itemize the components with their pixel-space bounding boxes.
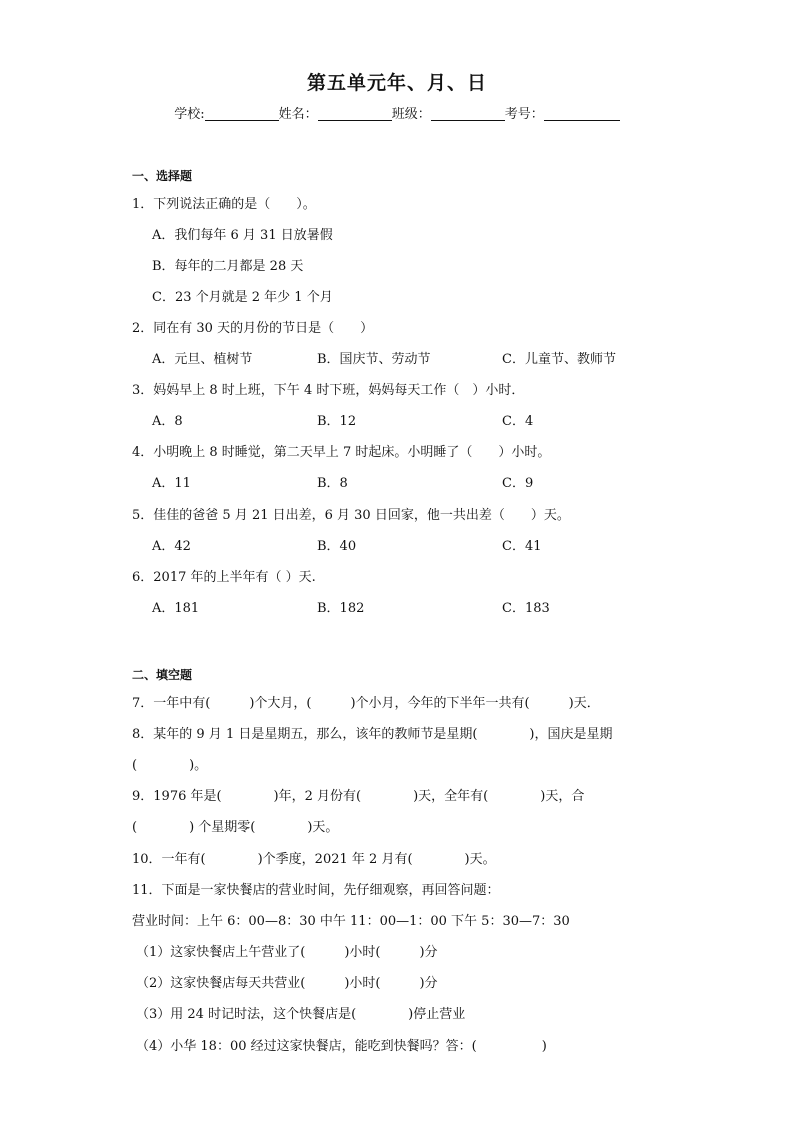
exam-no-label: 考号： bbox=[504, 107, 544, 122]
class-blank[interactable] bbox=[431, 106, 505, 121]
exam-no-blank[interactable] bbox=[544, 106, 620, 121]
question-stem: 3．妈妈早上 8 时上班，下午 4 时下班，妈妈每天工作（ ）小时． bbox=[132, 383, 525, 398]
question-option[interactable]: A．我们每年 6 月 31 日放暑假 bbox=[152, 228, 333, 243]
question-option[interactable]: B．国庆节、劳动节 bbox=[317, 352, 431, 367]
class-label: 班级： bbox=[391, 107, 431, 122]
question-option[interactable]: B．40 bbox=[317, 539, 357, 554]
question-option[interactable]: A．8 bbox=[152, 414, 183, 429]
sub-question[interactable]: （4）小华 18：00 经过这家快餐店，能吃到快餐吗？答：( ) bbox=[136, 1039, 547, 1054]
question-option[interactable]: C．41 bbox=[502, 539, 542, 554]
question-option[interactable]: C．儿童节、教师节 bbox=[502, 352, 616, 367]
section-heading-fill-in: 二、填空题 bbox=[132, 668, 193, 682]
section-heading-multiple-choice: 一、选择题 bbox=[132, 169, 193, 183]
fill-in-line[interactable]: ( ) 个星期零( )天。 bbox=[132, 820, 339, 835]
business-hours-line: 营业时间：上午 6：00—8：30 中午 11：00—1：00 下午 5：30—7：30 bbox=[132, 914, 570, 929]
question-option[interactable]: C．23 个月就是 2 年少 1 个月 bbox=[152, 290, 333, 305]
sub-question[interactable]: （3）用 24 时记时法，这个快餐店是( )停止营业 bbox=[136, 1007, 466, 1022]
question-option[interactable]: B．每年的二月都是 28 天 bbox=[152, 259, 304, 274]
question-option[interactable]: C．4 bbox=[502, 414, 534, 429]
question-option[interactable]: C．183 bbox=[502, 601, 550, 616]
page-title: 第五单元年、月、日 bbox=[306, 72, 487, 94]
sub-question[interactable]: （1）这家快餐店上午营业了( )小时( )分 bbox=[136, 945, 438, 960]
question-option[interactable]: A．11 bbox=[152, 476, 191, 491]
fill-in-line[interactable]: 8．某年的 9 月 1 日是星期五，那么，该年的教师节是星期( )，国庆是星期 bbox=[132, 727, 613, 742]
question-option[interactable]: B．12 bbox=[317, 414, 357, 429]
fill-in-line: 11．下面是一家快餐店的营业时间，先仔细观察，再回答问题： bbox=[132, 883, 500, 898]
school-blank[interactable] bbox=[205, 106, 279, 121]
question-stem: 5．佳佳的爸爸 5 月 21 日出差，6 月 30 日回家，他一共出差（ ）天。 bbox=[132, 508, 570, 523]
fill-in-line[interactable]: 10．一年有( )个季度，2021 年 2 月有( )天。 bbox=[132, 852, 496, 867]
question-option[interactable]: A．元旦、植树节 bbox=[152, 352, 253, 367]
question-option[interactable]: B．8 bbox=[317, 476, 348, 491]
fill-in-line[interactable]: 7．一年中有( )个大月，( )个小月，今年的下半年一共有( )天． bbox=[132, 696, 600, 711]
question-stem: 4．小明晚上 8 时睡觉，第二天早上 7 时起床。小明睡了（ ）小时。 bbox=[132, 445, 551, 460]
question-stem: 1．下列说法正确的是（ ）。 bbox=[132, 197, 316, 212]
question-option[interactable]: A．181 bbox=[152, 601, 200, 616]
school-label: 学校: bbox=[174, 107, 205, 122]
question-option[interactable]: A．42 bbox=[152, 539, 191, 554]
student-info-line bbox=[0, 103, 794, 122]
question-option[interactable]: B．182 bbox=[317, 601, 365, 616]
fill-in-line[interactable]: ( )。 bbox=[132, 758, 208, 773]
question-option[interactable]: C．9 bbox=[502, 476, 534, 491]
question-stem: 6．2017 年的上半年有（ ）天. bbox=[132, 570, 316, 585]
name-label: 姓名： bbox=[278, 107, 318, 122]
sub-question[interactable]: （2）这家快餐店每天共营业( )小时( )分 bbox=[136, 976, 438, 991]
question-stem: 2．同在有 30 天的月份的节日是（ ） bbox=[132, 321, 374, 336]
name-blank[interactable] bbox=[318, 106, 392, 121]
fill-in-line[interactable]: 9．1976 年是( )年，2 月份有( )天，全年有( )天，合 bbox=[132, 789, 585, 804]
